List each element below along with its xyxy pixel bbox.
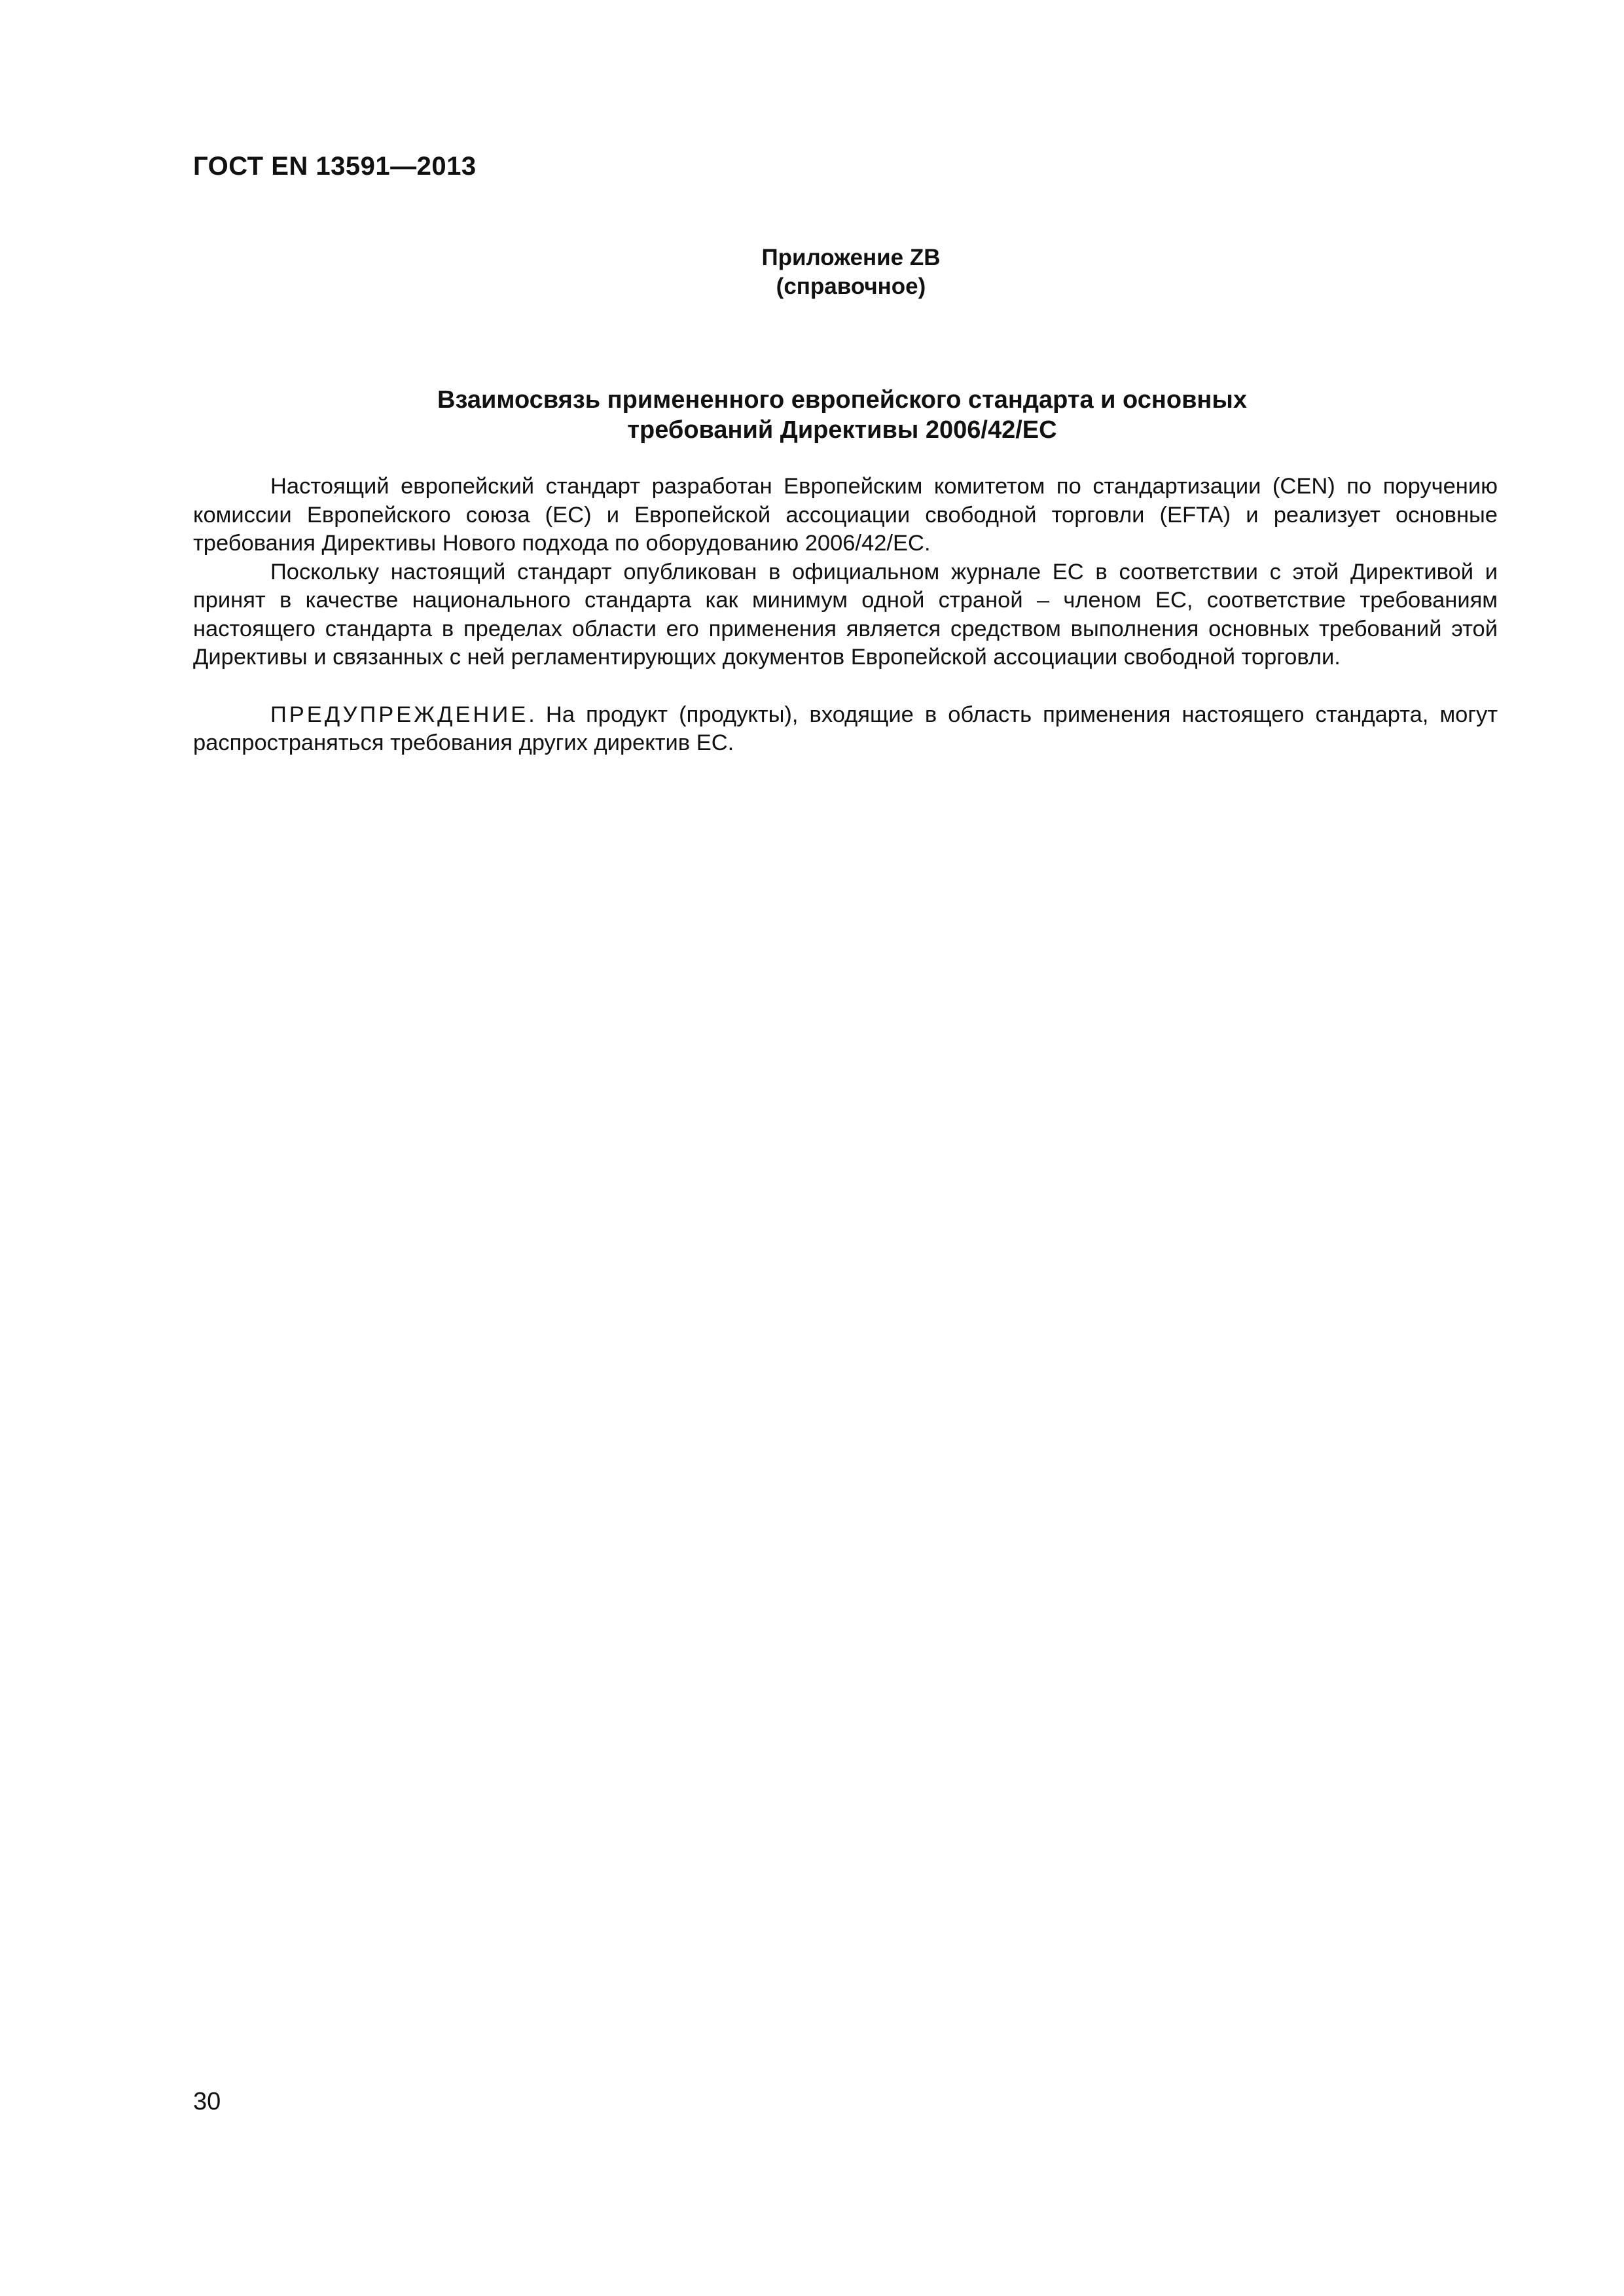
section-title-line-2: требований Директивы 2006/42/ЕС (627, 416, 1057, 444)
section-title (190, 385, 1494, 445)
warning-paragraph (193, 701, 1498, 758)
page-number: 30 (193, 2088, 221, 2115)
annex-label: Приложение ZB (761, 245, 941, 270)
section-title-line-1: Взаимосвязь примененного европейского стандарта и основных (437, 386, 1247, 414)
paragraph: Поскольку настоящий стандарт опубликован в официальном журнале ЕС в соответствии с этой Директивой и принят в качестве национального стандарта как минимум одной страной – членом ЕС, соответствие требованиям настоящего стандарта в пределах области его применения является средством выполнения основных требований этой Директивы и связанных с ней регламентирующих документов Европейской ассоциации свободной торговли. (193, 559, 1498, 670)
annex-kind: (справочное) (776, 274, 926, 299)
warning-text: . На продукт (продукты), входящие в область применения настоящего стандарта, могут распространяться требования других директив ЕС. (193, 702, 1498, 755)
warning-label: ПРЕДУПРЕЖДЕНИЕ (270, 702, 529, 727)
paragraph: Настоящий европейский стандарт разработан Европейским комитетом по стандартизации (CEN) по поручению комиссии Европейского союза (ЕС) и Европейской ассоциации свободной торговли (EFTA) и реализует основные требования Директивы Нового подхода по оборудованию 2006/42/ЕС. (193, 474, 1498, 556)
document-code: ГОСТ EN 13591—2013 (193, 152, 477, 181)
body-text (193, 473, 1498, 758)
annex-heading (589, 243, 1113, 301)
